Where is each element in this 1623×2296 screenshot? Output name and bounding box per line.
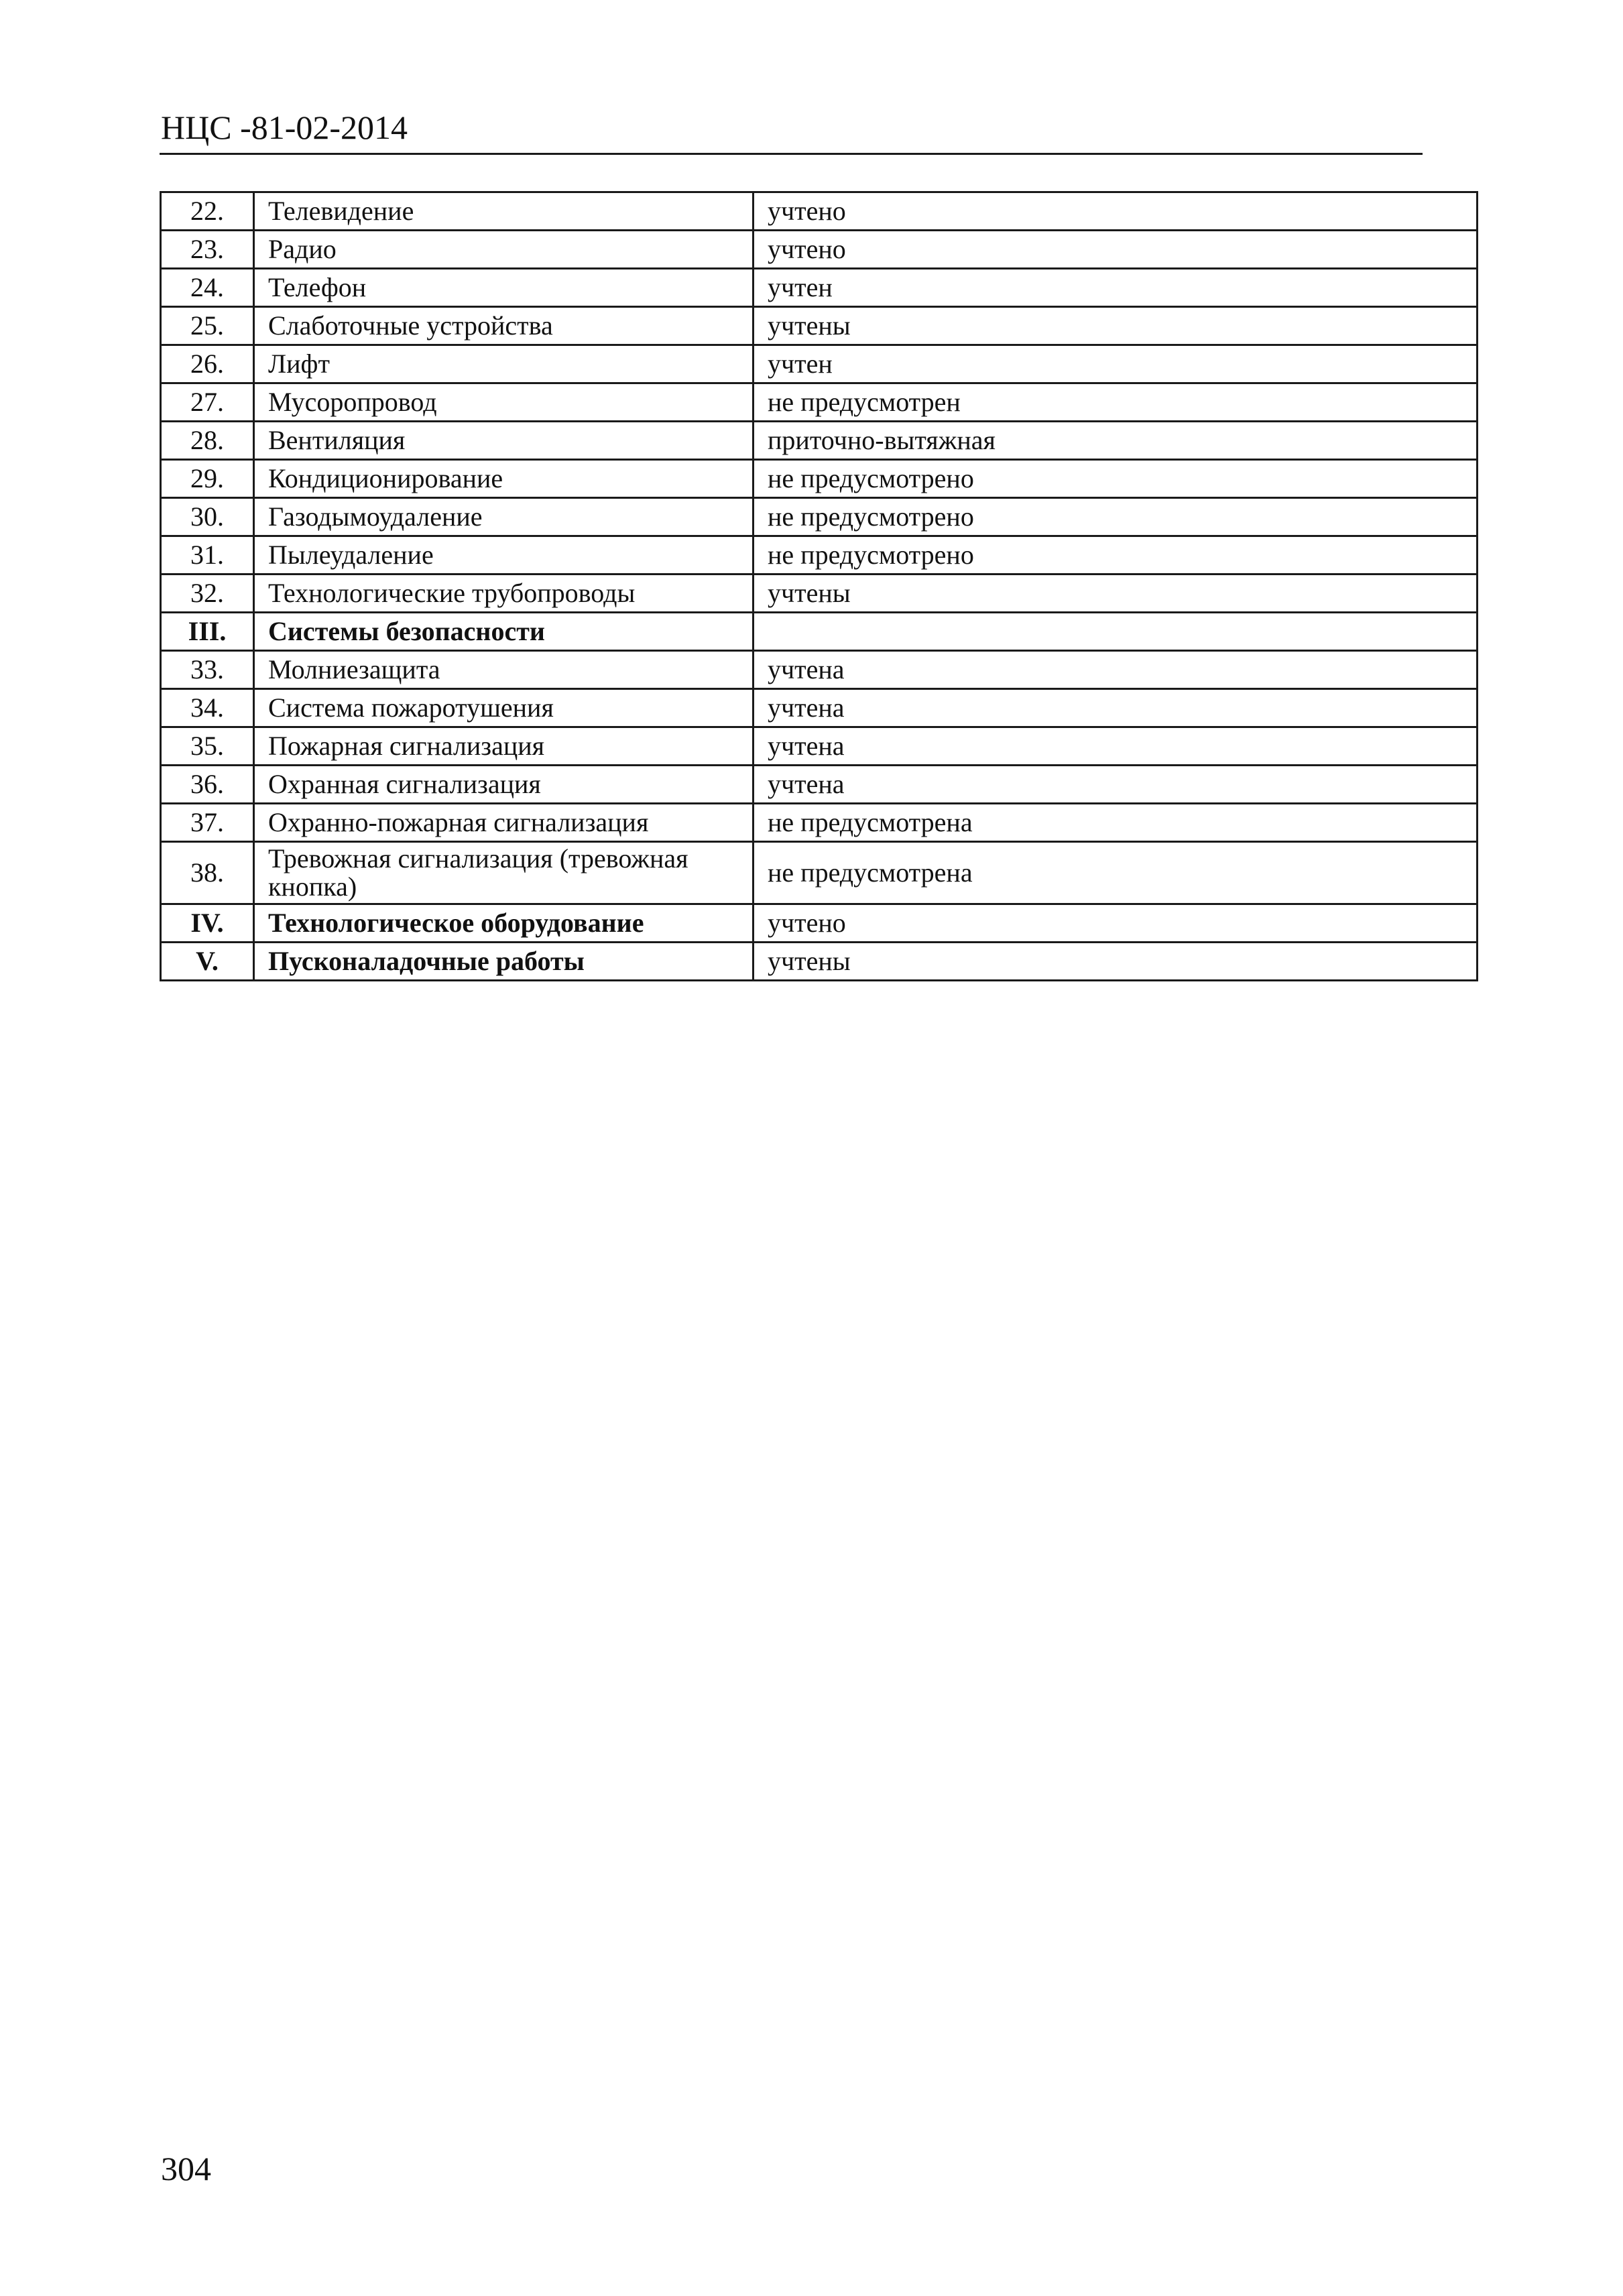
row-name: Охранная сигнализация	[254, 766, 754, 804]
table-row	[161, 231, 1478, 269]
document-header: НЦС -81-02-2014	[161, 109, 408, 146]
row-number: 35.	[161, 727, 254, 766]
header-divider	[160, 153, 1423, 155]
table-row	[161, 345, 1478, 383]
row-number: 30.	[161, 498, 254, 536]
table-row	[161, 842, 1478, 904]
row-value: не предусмотрена	[754, 842, 1478, 904]
table-row	[161, 498, 1478, 536]
section-row	[161, 904, 1478, 943]
row-name: Лифт	[254, 345, 754, 383]
row-value: учтено	[754, 192, 1478, 231]
table-row	[161, 651, 1478, 689]
row-name: Радио	[254, 231, 754, 269]
row-value: не предусмотрено	[754, 498, 1478, 536]
row-value: не предусмотрено	[754, 460, 1478, 498]
table-row	[161, 460, 1478, 498]
page-number: 304	[161, 2150, 211, 2187]
section-value	[754, 613, 1478, 651]
table-row	[161, 269, 1478, 307]
row-name: Кондиционирование	[254, 460, 754, 498]
table-row	[161, 804, 1478, 842]
row-number: 32.	[161, 575, 254, 613]
equipment-table	[160, 191, 1478, 981]
row-name: Слаботочные устройства	[254, 307, 754, 345]
table-row	[161, 307, 1478, 345]
table-row	[161, 727, 1478, 766]
section-number: IV.	[161, 904, 254, 943]
row-value: не предусмотрено	[754, 536, 1478, 575]
row-value: учтена	[754, 766, 1478, 804]
table-row	[161, 766, 1478, 804]
row-number: 38.	[161, 842, 254, 904]
row-number: 27.	[161, 383, 254, 422]
row-name: Телевидение	[254, 192, 754, 231]
section-title: Пусконаладочные работы	[254, 943, 754, 981]
row-number: 24.	[161, 269, 254, 307]
section-number: III.	[161, 613, 254, 651]
row-value: приточно-вытяжная	[754, 422, 1478, 460]
row-number: 33.	[161, 651, 254, 689]
section-title: Технологическое оборудование	[254, 904, 754, 943]
table-row	[161, 689, 1478, 727]
row-name: Технологические трубопроводы	[254, 575, 754, 613]
row-number: 31.	[161, 536, 254, 575]
row-number: 29.	[161, 460, 254, 498]
row-number: 34.	[161, 689, 254, 727]
section-number: V.	[161, 943, 254, 981]
row-value: учтен	[754, 345, 1478, 383]
row-name: Пылеудаление	[254, 536, 754, 575]
row-number: 28.	[161, 422, 254, 460]
row-number: 36.	[161, 766, 254, 804]
table-row	[161, 536, 1478, 575]
row-number: 25.	[161, 307, 254, 345]
row-name: Охранно-пожарная сигнализация	[254, 804, 754, 842]
section-value: учтено	[754, 904, 1478, 943]
row-value: учтены	[754, 575, 1478, 613]
row-name: Молниезащита	[254, 651, 754, 689]
section-row	[161, 943, 1478, 981]
section-value: учтены	[754, 943, 1478, 981]
row-value: учтена	[754, 689, 1478, 727]
row-value: учтена	[754, 651, 1478, 689]
row-name: Система пожаротушения	[254, 689, 754, 727]
row-value: учтен	[754, 269, 1478, 307]
row-name: Вентиляция	[254, 422, 754, 460]
row-name: Тревожная сигнализация (тревожная кнопка)	[254, 842, 754, 904]
table-row	[161, 422, 1478, 460]
row-value: не предусмотрен	[754, 383, 1478, 422]
table-row	[161, 192, 1478, 231]
row-value: учтена	[754, 727, 1478, 766]
row-number: 22.	[161, 192, 254, 231]
row-name: Телефон	[254, 269, 754, 307]
row-name: Мусоропровод	[254, 383, 754, 422]
row-number: 26.	[161, 345, 254, 383]
row-name: Газодымоудаление	[254, 498, 754, 536]
row-value: не предусмотрена	[754, 804, 1478, 842]
section-title: Системы безопасности	[254, 613, 754, 651]
section-row	[161, 613, 1478, 651]
table-row	[161, 383, 1478, 422]
row-number: 37.	[161, 804, 254, 842]
table-row	[161, 575, 1478, 613]
row-value: учтено	[754, 231, 1478, 269]
row-number: 23.	[161, 231, 254, 269]
row-name: Пожарная сигнализация	[254, 727, 754, 766]
row-value: учтены	[754, 307, 1478, 345]
